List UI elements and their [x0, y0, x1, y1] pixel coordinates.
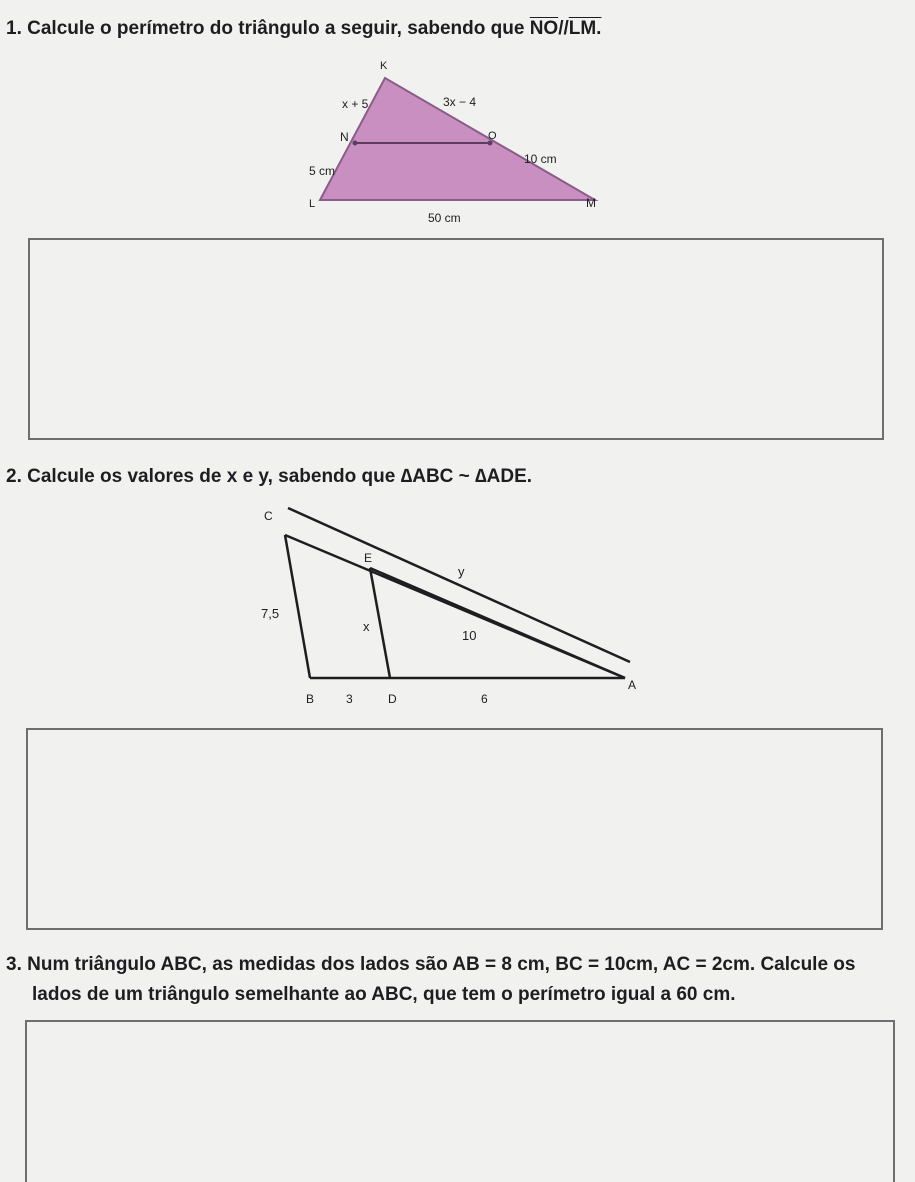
- label-b: B: [306, 692, 315, 706]
- segment-lm: LM.: [568, 18, 602, 39]
- label-bd: 3: [346, 692, 353, 706]
- label-l: L: [309, 198, 316, 210]
- label-da: 6: [481, 692, 488, 706]
- label-y: y: [458, 564, 465, 579]
- question-3-line-2: lados de um triângulo semelhante ao ABC, que tem o perímetro igual a 60 cm.: [32, 984, 736, 1005]
- label-lm: 50 cm: [428, 211, 461, 225]
- question-3-text: [6, 950, 911, 1010]
- label-c: C: [264, 509, 273, 523]
- point-n: [353, 141, 358, 146]
- label-nl: 5 cm: [309, 164, 336, 178]
- label-ea: 10: [462, 628, 477, 643]
- label-n: N: [340, 130, 349, 144]
- answer-box-2[interactable]: [26, 728, 883, 930]
- question-3-statement-1: Num triângulo ABC, as medidas dos lados são AB = 8 cm, BC = 10cm, AC = 2cm. Calcule os: [27, 954, 856, 975]
- question-1-number: 1.: [6, 18, 22, 39]
- answer-box-1[interactable]: [28, 238, 884, 440]
- segment-no: $\overline{NO}$: [529, 18, 559, 39]
- label-e: E: [364, 551, 373, 565]
- label-x: x: [363, 619, 370, 634]
- triangle-klm-figure: [0, 0, 915, 240]
- question-3-line-1: [6, 950, 911, 980]
- answer-box-3[interactable]: [25, 1020, 895, 1182]
- label-bc: 7,5: [261, 606, 280, 621]
- parallel-symbol: //: [558, 18, 569, 39]
- label-kn: x + 5: [342, 97, 369, 111]
- question-2-number: 2.: [6, 466, 22, 487]
- side-bc: [285, 535, 310, 678]
- label-ko: 3x − 4: [443, 95, 477, 109]
- extension-line: [288, 508, 630, 662]
- side-de: [370, 568, 390, 678]
- label-m: M: [586, 196, 596, 210]
- question-1-statement: Calcule o perímetro do triângulo a seguir, sabendo que: [27, 18, 525, 39]
- question-2-text: [6, 462, 532, 492]
- label-o: O: [488, 130, 497, 142]
- side-ea: [370, 568, 625, 678]
- question-2-statement: Calcule os valores de x e y, sabendo que ∆ABC ~ ∆ADE.: [27, 466, 533, 487]
- label-om: 10 cm: [524, 152, 557, 166]
- question-3-number: 3.: [6, 954, 22, 975]
- triangle-abc-figure: [0, 490, 915, 720]
- label-a: A: [628, 678, 637, 692]
- label-k: K: [380, 60, 388, 72]
- label-d: D: [388, 692, 397, 706]
